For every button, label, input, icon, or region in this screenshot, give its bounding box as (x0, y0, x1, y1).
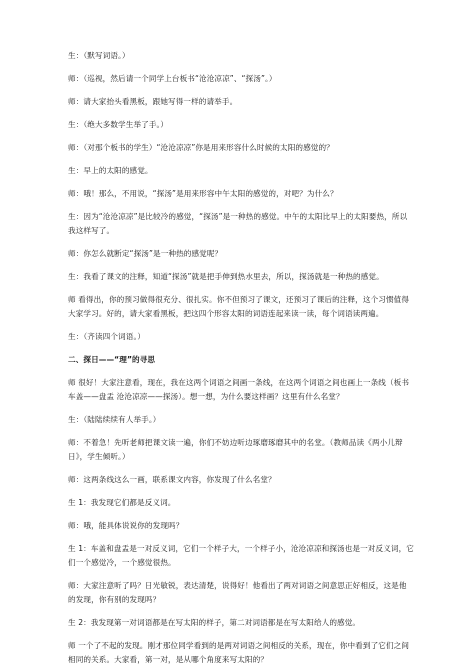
paragraph: 师：（对那个板书的学生）“沧沧凉凉”你是用来形容什么时候的太阳的感觉的？ (68, 143, 334, 152)
paragraph: 生：（陆陆续续有人举手。） (68, 415, 161, 424)
paragraph: 生：（默写词语。） (68, 51, 130, 60)
paragraph: 生 1：我发现它们都是反义词。 (68, 498, 176, 507)
paragraph: 师 很好！大家注意看，现在，我在这两个词语之间画一条线，在这两个词语之间也画上一条线（板书 车盖——盘盂 沧沧凉凉——探汤）。想一想，为什么要这样画？这里有什么名堂？ (68, 378, 410, 401)
paragraph: 师：（巡视，然后请一个同学上台板书“沧沧凉凉”、“探汤”。） (68, 74, 277, 83)
paragraph: 生：因为“沧沧凉凉”是比较冷的感觉，“探汤”是一种热的感觉。中午的太阳比早上的太阳要热，所以我这样写了。 (68, 212, 408, 235)
paragraph: 师：不着急！先听老师把课文读一遍，你们不妨边听边琢磨琢磨其中的名堂。（教师品读《两小儿辩日》，学生倾听。） (68, 438, 403, 461)
paragraph: 生：我看了课文的注释，知道“探汤”就是把手伸到热水里去，所以，探汤就是一种热的感觉。 (68, 272, 384, 281)
paragraph: 师：哦！那么，不用说，“探汤”是用来形容中午太阳的感觉的，对吧？为什么？ (68, 189, 338, 198)
paragraph: 生 2：我发现第一对词语都是在写太阳的样子，第二对词语都是在写太阳给人的感觉。 (68, 618, 361, 627)
paragraph: 师 看得出，你的预习做得很充分、很扎实。你不但预习了课文，还预习了课后的注释，这个习惯值得大家学习。好的，请大家看黑板，把这四个形容太阳的词语连起来读一读，每个词语读两遍。 (68, 295, 410, 318)
paragraph: 生：（绝大多数学生举了手。） (68, 120, 169, 129)
paragraph: 生：早上的太阳的感觉。 (68, 166, 153, 175)
paragraph: 师：哦，能具体说说你的发现吗？ (68, 521, 184, 530)
paragraph: 生 1：车盖和盘盂是一对反义词，它们一个样子大，一个样子小，沧沧凉凉和探汤也是一对反义词，它们一个感觉冷，一个感觉很热。 (68, 544, 414, 567)
paragraph: 师：这两条线这么一画，联系课文内容，你发现了什么名堂？ (68, 475, 276, 484)
paragraph: 师：请大家抬头看黑板，跟她写得一样的请举手。 (68, 97, 238, 106)
paragraph: 生：（齐读四个词语。） (68, 332, 146, 341)
paragraph: 师 一个了不起的发现。刚才那位同学看到的是两对词语之间相反的关系，现在，你中看到了它们之间相同的关系。大家看，第一对，是从哪个角度来写太阳的？ (68, 641, 410, 664)
section-heading: 二、探日——“理”的寻思 (68, 355, 156, 364)
paragraph: 师：你怎么就断定“探汤”是一种热的感觉呢？ (68, 249, 223, 258)
paragraph: 师：大家注意听了吗？日光敏锐，表达清楚，说得好！他看出了两对词语之间意思正好相反，这是他的发现，你有别的发现吗？ (68, 581, 407, 604)
